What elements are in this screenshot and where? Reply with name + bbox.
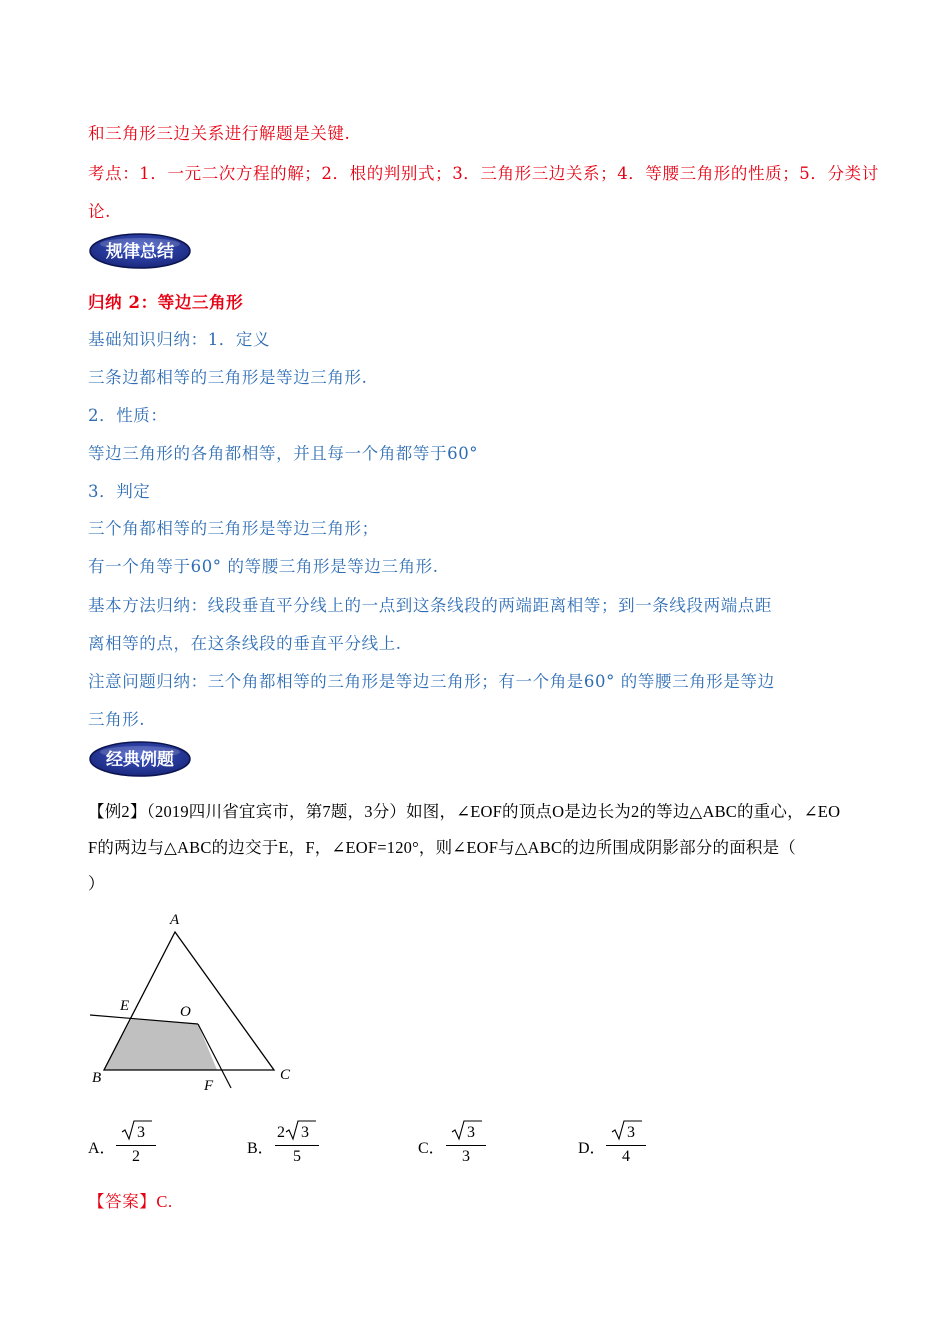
text-line-15: 三角形. — [88, 710, 146, 729]
text-line-11: 有一个角等于60° 的等腰三角形是等边三角形. — [88, 557, 439, 576]
label-a: A — [170, 912, 180, 928]
choice-b-radicand: 3 — [301, 1124, 309, 1141]
question-line-3: ） — [88, 874, 105, 893]
label-o: O — [180, 1004, 191, 1020]
text-line-12: 基本方法归纳：线段垂直平分线上的一点到这条线段的两端距离相等；到一条线段两端点距 — [88, 596, 772, 615]
choice-c-denominator: 3 — [462, 1148, 470, 1165]
shaded-region — [104, 1018, 217, 1070]
summary-badge — [88, 232, 192, 270]
label-e: E — [120, 998, 130, 1014]
text-line-8: 等边三角形的各角都相等，并且每一个角都等于60° — [88, 444, 479, 463]
text-line-6: 三条边都相等的三角形是等边三角形. — [88, 368, 368, 387]
choice-c-letter: C． — [418, 1140, 445, 1157]
triangle-figure — [80, 900, 320, 1100]
text-line-7: 2．性质： — [88, 406, 168, 425]
examples-badge-label: 经典例题 — [106, 750, 174, 770]
choice-a-denominator: 2 — [132, 1148, 140, 1165]
choice-c[interactable] — [418, 1118, 498, 1174]
text-line-13: 离相等的点，在这条线段的垂直平分线上. — [88, 634, 402, 653]
label-f: F — [204, 1078, 214, 1094]
section-title: 归纳 2：等边三角形 — [88, 293, 244, 312]
label-c: C — [280, 1067, 291, 1083]
choice-b-denominator: 5 — [293, 1148, 301, 1165]
question-line-1: 【例2】（2019四川省宜宾市，第7题，3分）如图，∠EOF的顶点O是边长为2的等边△ABC的重心，∠EO — [88, 802, 841, 821]
choice-b-letter: B． — [247, 1140, 274, 1157]
text-line-9: 3．判定 — [88, 482, 151, 501]
choice-a-letter: A． — [88, 1140, 116, 1157]
choice-d[interactable] — [578, 1118, 658, 1174]
choice-b[interactable] — [247, 1118, 337, 1174]
choice-b-coefficient: 2 — [277, 1124, 285, 1141]
answer-bracket: 【答案】 — [88, 1192, 157, 1211]
choice-d-radicand: 3 — [627, 1124, 635, 1141]
text-line-1: 和三角形三边关系进行解题是关键. — [88, 124, 351, 143]
summary-badge-label: 规律总结 — [106, 242, 174, 262]
text-line-3: 论. — [88, 202, 111, 221]
choice-d-letter: D． — [578, 1140, 606, 1157]
choice-d-denominator: 4 — [622, 1148, 630, 1165]
choice-c-radicand: 3 — [467, 1124, 475, 1141]
text-line-5: 基础知识归纳：1．定义 — [88, 330, 271, 349]
examples-badge — [88, 740, 192, 778]
choice-a-radicand: 3 — [137, 1124, 145, 1141]
text-line-10: 三个角都相等的三角形是等边三角形； — [88, 519, 379, 538]
choice-a[interactable] — [88, 1118, 168, 1174]
question-line-2: F的两边与△ABC的边交于E，F，∠EOF=120°，则∠EOF与△ABC的边所围成阴影部分的面积是（ — [88, 838, 797, 857]
answer-value: C. — [156, 1192, 173, 1211]
text-line-kaodian: 考点：1．一元二次方程的解；2．根的判别式；3．三角形三边关系；4．等腰三角形的性质；5．分类讨 — [88, 164, 879, 183]
label-b: B — [92, 1070, 102, 1086]
answer-line — [88, 1188, 173, 1212]
text-line-14: 注意问题归纳：三个角都相等的三角形是等边三角形；有一个角是60° 的等腰三角形是等边 — [88, 672, 775, 691]
